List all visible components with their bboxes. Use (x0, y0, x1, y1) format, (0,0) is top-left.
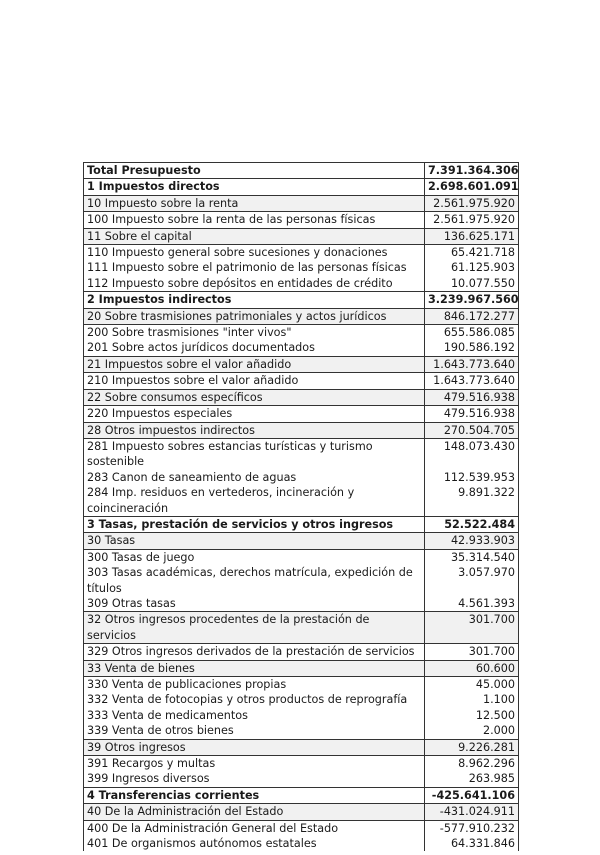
row-label: 100 Impuesto sobre la renta de las personas físicas (84, 212, 425, 228)
chapter-row (84, 179, 519, 195)
row-label: 30 Tasas (84, 533, 425, 549)
row-label: 3 Tasas, prestación de servicios y otros ingresos (84, 516, 425, 532)
row-amount: 65.421.718 (425, 245, 519, 261)
row-label: 200 Sobre trasmisiones "inter vivos" (84, 325, 425, 341)
concept-row (84, 692, 519, 707)
row-amount: 2.000 (425, 723, 519, 739)
row-amount: 9.891.322 (425, 485, 519, 516)
article-row (84, 356, 519, 372)
row-label: 22 Sobre consumos específicos (84, 389, 425, 405)
row-label: 401 De organismos autónomos estatales (84, 836, 425, 851)
row-amount: 2.561.975.920 (425, 212, 519, 228)
row-amount: 3.057.970 (425, 565, 519, 596)
row-label: 39 Otros ingresos (84, 739, 425, 755)
row-label: 20 Sobre trasmisiones patrimoniales y actos jurídicos (84, 308, 425, 324)
concept-row (84, 836, 519, 851)
row-amount: 301.700 (425, 644, 519, 660)
row-amount: 42.933.903 (425, 533, 519, 549)
article-row (84, 612, 519, 644)
concept-row (84, 756, 519, 772)
row-label: 21 Impuestos sobre el valor añadido (84, 356, 425, 372)
row-label: 11 Sobre el capital (84, 228, 425, 244)
row-label: 284 Imp. residuos en vertederos, incineración y coincineración (84, 485, 425, 516)
row-amount: 112.539.953 (425, 470, 519, 485)
chapter-row (84, 516, 519, 532)
concept-row (84, 276, 519, 292)
row-label: 303 Tasas académicas, derechos matrícula, expedición de títulos (84, 565, 425, 596)
row-label: 391 Recargos y multas (84, 756, 425, 772)
concept-row (84, 565, 519, 596)
article-row (84, 389, 519, 405)
row-label: 220 Impuestos especiales (84, 406, 425, 422)
row-label: 110 Impuesto general sobre sucesiones y donaciones (84, 245, 425, 261)
concept-row (84, 245, 519, 261)
concept-row (84, 340, 519, 356)
row-amount: 1.643.773.640 (425, 373, 519, 389)
concept-row (84, 644, 519, 660)
concept-row (84, 260, 519, 275)
row-label: 281 Impuesto sobres estancias turísticas y turismo sostenible (84, 438, 425, 469)
budget-table-body (84, 163, 519, 852)
row-amount: 136.625.171 (425, 228, 519, 244)
chapter-row (84, 787, 519, 803)
row-amount: 655.586.085 (425, 325, 519, 341)
row-amount: 1.643.773.640 (425, 356, 519, 372)
concept-row (84, 373, 519, 389)
concept-row (84, 212, 519, 228)
concept-row (84, 723, 519, 739)
concept-row (84, 677, 519, 693)
row-label: 4 Transferencias corrientes (84, 787, 425, 803)
article-row (84, 228, 519, 244)
row-amount: -431.024.911 (425, 804, 519, 820)
row-amount: 9.226.281 (425, 739, 519, 755)
article-row (84, 422, 519, 438)
row-label: 33 Venta de bienes (84, 660, 425, 676)
row-amount: 7.391.364.306 (425, 163, 519, 179)
article-row (84, 533, 519, 549)
concept-row (84, 820, 519, 836)
row-label: 329 Otros ingresos derivados de la prestación de servicios (84, 644, 425, 660)
row-amount: 301.700 (425, 612, 519, 644)
row-label: 28 Otros impuestos indirectos (84, 422, 425, 438)
row-label: 309 Otras tasas (84, 596, 425, 612)
total-row (84, 163, 519, 179)
concept-row (84, 325, 519, 341)
row-amount: 12.500 (425, 708, 519, 723)
row-amount: 479.516.938 (425, 406, 519, 422)
row-amount: 190.586.192 (425, 340, 519, 356)
concept-row (84, 438, 519, 469)
chapter-row (84, 292, 519, 308)
row-label: Total Presupuesto (84, 163, 425, 179)
article-row (84, 739, 519, 755)
row-label: 300 Tasas de juego (84, 549, 425, 565)
article-row (84, 195, 519, 211)
concept-row (84, 708, 519, 723)
row-amount: 35.314.540 (425, 549, 519, 565)
concept-row (84, 470, 519, 485)
budget-table (83, 162, 519, 851)
article-row (84, 804, 519, 820)
row-label: 333 Venta de medicamentos (84, 708, 425, 723)
row-amount: 846.172.277 (425, 308, 519, 324)
row-amount: 270.504.705 (425, 422, 519, 438)
row-amount: 8.962.296 (425, 756, 519, 772)
row-amount: 1.100 (425, 692, 519, 707)
concept-row (84, 485, 519, 516)
row-amount: 4.561.393 (425, 596, 519, 612)
row-label: 399 Ingresos diversos (84, 771, 425, 787)
concept-row (84, 406, 519, 422)
concept-row (84, 596, 519, 612)
row-label: 112 Impuesto sobre depósitos en entidades de crédito (84, 276, 425, 292)
concept-row (84, 549, 519, 565)
row-amount: 148.073.430 (425, 438, 519, 469)
article-row (84, 660, 519, 676)
row-label: 2 Impuestos indirectos (84, 292, 425, 308)
row-amount: 64.331.846 (425, 836, 519, 851)
row-amount: -425.641.106 (425, 787, 519, 803)
row-label: 111 Impuesto sobre el patrimonio de las personas físicas (84, 260, 425, 275)
row-label: 210 Impuestos sobre el valor añadido (84, 373, 425, 389)
article-row (84, 308, 519, 324)
row-amount: 479.516.938 (425, 389, 519, 405)
row-label: 201 Sobre actos jurídicos documentados (84, 340, 425, 356)
row-label: 1 Impuestos directos (84, 179, 425, 195)
row-amount: 10.077.550 (425, 276, 519, 292)
row-label: 40 De la Administración del Estado (84, 804, 425, 820)
row-amount: 3.239.967.560 (425, 292, 519, 308)
row-amount: 263.985 (425, 771, 519, 787)
row-label: 283 Canon de saneamiento de aguas (84, 470, 425, 485)
row-amount: 2.698.601.091 (425, 179, 519, 195)
row-label: 10 Impuesto sobre la renta (84, 195, 425, 211)
row-amount: 52.522.484 (425, 516, 519, 532)
row-label: 339 Venta de otros bienes (84, 723, 425, 739)
row-amount: -577.910.232 (425, 820, 519, 836)
concept-row (84, 771, 519, 787)
row-label: 332 Venta de fotocopias y otros productos de reprografía (84, 692, 425, 707)
row-label: 330 Venta de publicaciones propias (84, 677, 425, 693)
row-amount: 61.125.903 (425, 260, 519, 275)
row-label: 400 De la Administración General del Estado (84, 820, 425, 836)
row-amount: 2.561.975.920 (425, 195, 519, 211)
row-label: 32 Otros ingresos procedentes de la prestación de servicios (84, 612, 425, 644)
row-amount: 60.600 (425, 660, 519, 676)
row-amount: 45.000 (425, 677, 519, 693)
